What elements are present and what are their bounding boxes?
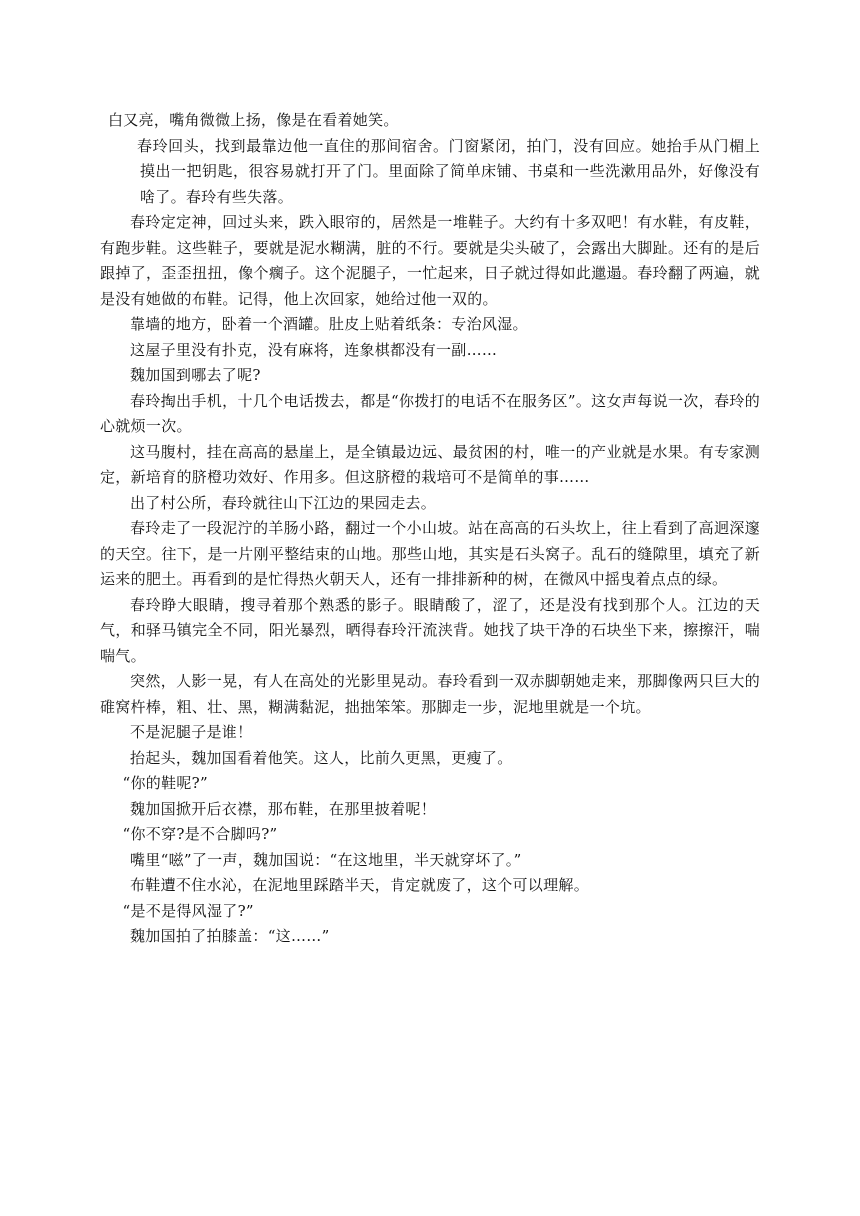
paragraph: 抬起头，魏加国看着他笑。这人，比前久更黑，更瘦了。 <box>130 748 513 767</box>
article-body <box>100 108 760 950</box>
paragraph: 白又亮，嘴角微微上扬，像是在看着她笑。 <box>108 111 399 129</box>
paragraph: 靠墙的地方，卧着一个酒罐。肚皮上贴着纸条：专治风湿。 <box>130 315 528 333</box>
paragraph: 春玲回头，找到最靠边他一直住的那间宿舍。门窗紧闭，拍门，没有回应。她抬手从门楣上摸出一把钥匙，很容易就打开了门。里面除了简单床铺、书桌和一些洗漱用品外，好像没有啥了。春玲有些失落。 <box>137 136 760 206</box>
paragraph: 布鞋遭不住水沁，在泥地里踩踏半天，肯定就废了，这个可以理解。 <box>130 876 590 894</box>
paragraph: 魏加国掀开后衣襟，那布鞋，在那里披着呢！ <box>130 799 437 818</box>
paragraph: 突然，人影一晃，有人在高处的光影里晃动。春玲看到一双赤脚朝她走来，那脚像两只巨大的碓窝杵棒，粗、壮、黑，糊满黏泥，拙拙笨笨。那脚走一步，泥地里就是一个坑。 <box>100 672 760 716</box>
paragraph: 春玲掏出手机，十几个电话拨去，都是“你拨打的电话不在服务区”。这女声每说一次，春玲的心就烦一次。 <box>100 391 760 435</box>
paragraph: 春玲走了一段泥泞的羊肠小路，翻过一个小山坡。站在高高的石头坎上，往上看到了高迥深邃的天空。往下，是一片刚平整结束的山地。那些山地，其实是石头窝子。乱石的缝隙里，填充了新运来的肥土。再看到的是忙得热火朝天人，还有一排排新种的树，在微风中摇曳着点点的绿。 <box>100 519 760 588</box>
paragraph: “你的鞋呢?” <box>122 774 208 792</box>
paragraph: 嘴里“嗞”了一声，魏加国说：“在这地里，半天就穿坏了。” <box>130 850 522 869</box>
paragraph: 春玲定定神，回过头来，跌入眼帘的，居然是一堆鞋子。大约有十多双吧！有水鞋，有皮鞋，有跑步鞋。这些鞋子，要就是泥水糊满，脏的不行。要就是尖头破了，会露出大脚趾。还有的是后跟掉了，歪歪扭扭，像个瘸子。这个泥腿子，一忙起来，日子就过得如此邋遢。春玲翻了两遍，就是没有她做的布鞋。记得，他上次回家，她给过他一双的。 <box>100 213 760 308</box>
paragraph: 春玲睁大眼睛，搜寻着那个熟悉的影子。眼睛酸了，涩了，还是没有找到那个人。江边的天气，和驿马镇完全不同，阳光暴烈，晒得春玲汗流浃背。她找了块干净的石块坐下来，擦擦汗，喘喘气。 <box>100 595 760 665</box>
paragraph: “你不穿?是不合脚吗?” <box>122 825 278 843</box>
paragraph: 魏加国拍了拍膝盖：“这……” <box>130 927 330 945</box>
paragraph: “是不是得风湿了?” <box>122 901 254 920</box>
paragraph: 这屋子里没有扑克，没有麻将，连象棋都没有一副…… <box>130 340 498 359</box>
paragraph: 出了村公所，春玲就往山下江边的果园走去。 <box>130 493 437 512</box>
paragraph: 不是泥腿子是谁！ <box>130 723 253 741</box>
paragraph: 这马腹村，挂在高高的悬崖上，是全镇最边远、最贫困的村，唯一的产业就是水果。有专家测定，新培育的脐橙功效好、作用多。但这脐橙的栽培可不是简单的事…… <box>100 442 760 486</box>
paragraph: 魏加国到哪去了呢? <box>130 366 261 384</box>
